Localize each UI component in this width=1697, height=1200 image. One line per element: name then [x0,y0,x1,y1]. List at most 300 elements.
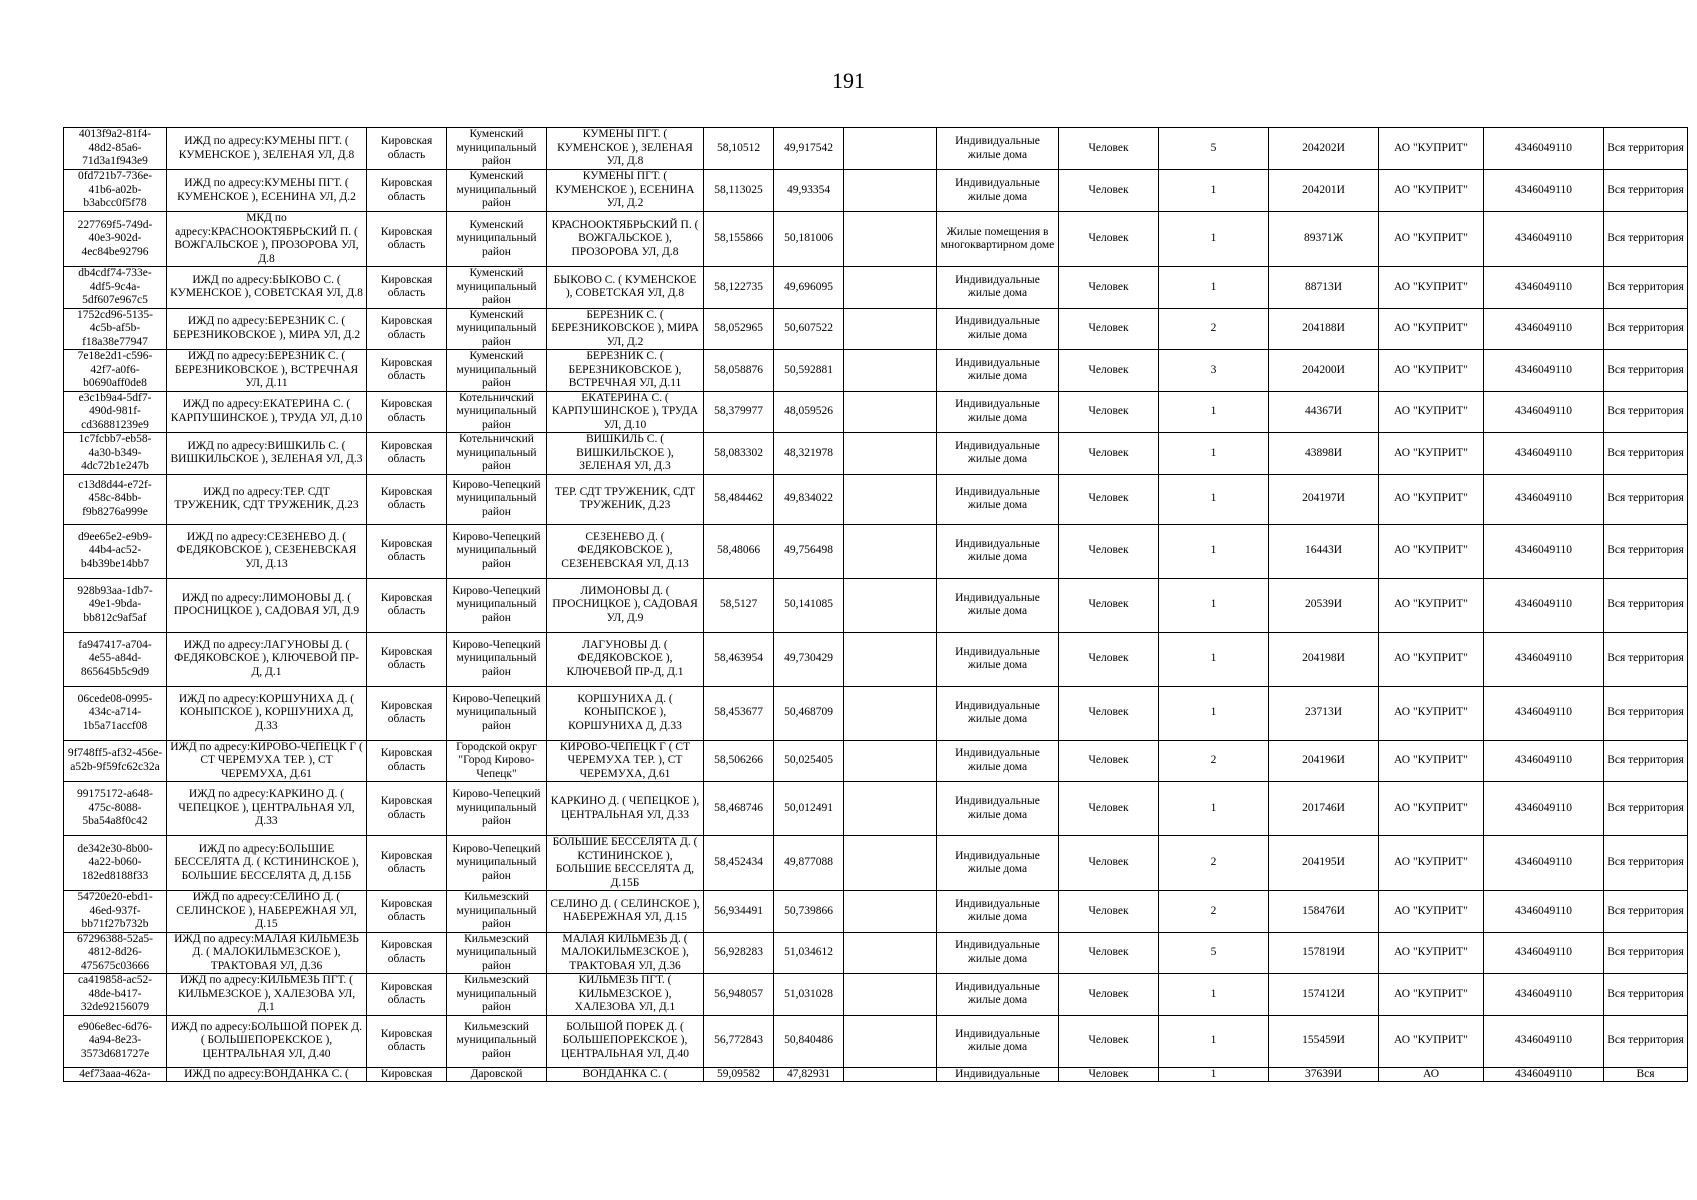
region-cell: Кировская область [367,782,447,836]
territory-cell: Вся территория [1604,686,1688,740]
inn-cell: 4346049110 [1484,212,1604,267]
object-name-cell: ИЖД по адресу:БЕРЕЗНИК С. ( БЕРЕЗНИКОВСКОЕ ), ВСТРЕЧНАЯ УЛ, Д.11 [167,350,367,392]
inn-cell: 4346049110 [1484,524,1604,578]
account-code-cell: 155459И [1269,1015,1379,1067]
table-row [64,974,1688,1016]
latitude-cell: 58,122735 [704,267,774,309]
address-cell: КРАСНООКТЯБРЬСКИЙ П. ( ВОЖГАЛЬСКОЕ ), ПРОЗОРОВА УЛ, Д.8 [547,212,704,267]
table-row [64,1067,1688,1082]
account-code-cell: 204196И [1269,740,1379,782]
organization-cell: АО "КУПРИТ" [1379,740,1484,782]
building-type-cell: Индивидуальные жилые дома [937,433,1059,475]
object-name-cell: ИЖД по адресу:ЛАГУНОВЫ Д. ( ФЕДЯКОВСКОЕ ), КЛЮЧЕВОЙ ПР-Д, Д.1 [167,632,367,686]
region-cell: Кировская [367,1067,447,1082]
territory-cell: Вся территория [1604,974,1688,1016]
record-id-cell: db4cdf74-733e-4df5-9c4a-5df607e967c5 [64,267,167,309]
building-type-cell: Индивидуальные жилые дома [937,686,1059,740]
district-cell: Даровской [447,1067,547,1082]
resident-count-cell: 1 [1159,1067,1269,1082]
address-cell: КАРКИНО Д. ( ЧЕПЕЦКОЕ ), ЦЕНТРАЛЬНАЯ УЛ, Д.33 [547,782,704,836]
territory-cell: Вся территория [1604,782,1688,836]
page-number: 191 [832,68,865,93]
empty-cell [844,212,937,267]
territory-cell: Вся [1604,1067,1688,1082]
region-cell: Кировская область [367,308,447,350]
region-cell: Кировская область [367,267,447,309]
latitude-cell: 58,48066 [704,524,774,578]
unit-cell: Человек [1059,740,1159,782]
organization-cell: АО "КУПРИТ" [1379,391,1484,433]
empty-cell [844,267,937,309]
organization-cell: АО "КУПРИТ" [1379,524,1484,578]
unit-cell: Человек [1059,578,1159,632]
organization-cell: АО "КУПРИТ" [1379,267,1484,309]
territory-cell: Вся территория [1604,170,1688,212]
account-code-cell: 204201И [1269,170,1379,212]
registry-table [63,127,1688,1082]
inn-cell: 4346049110 [1484,128,1604,170]
longitude-cell: 50,025405 [774,740,844,782]
unit-cell: Человек [1059,686,1159,740]
building-type-cell: Индивидуальные жилые дома [937,782,1059,836]
longitude-cell: 50,468709 [774,686,844,740]
object-name-cell: ИЖД по адресу:ВИШКИЛЬ С. ( ВИШКИЛЬСКОЕ ), ЗЕЛЕНАЯ УЛ, Д.3 [167,433,367,475]
inn-cell: 4346049110 [1484,932,1604,974]
resident-count-cell: 2 [1159,308,1269,350]
building-type-cell: Индивидуальные жилые дома [937,632,1059,686]
region-cell: Кировская область [367,212,447,267]
resident-count-cell: 1 [1159,524,1269,578]
table-row [64,578,1688,632]
latitude-cell: 58,468746 [704,782,774,836]
unit-cell: Человек [1059,932,1159,974]
territory-cell: Вся территория [1604,632,1688,686]
account-code-cell: 16443И [1269,524,1379,578]
building-type-cell: Индивидуальные [937,1067,1059,1082]
district-cell: Кирово-Чепецкий муниципальный район [447,524,547,578]
longitude-cell: 47,82931 [774,1067,844,1082]
latitude-cell: 58,484462 [704,474,774,524]
longitude-cell: 50,012491 [774,782,844,836]
organization-cell: АО "КУПРИТ" [1379,1015,1484,1067]
inn-cell: 4346049110 [1484,686,1604,740]
resident-count-cell: 2 [1159,740,1269,782]
object-name-cell: ИЖД по адресу:КАРКИНО Д. ( ЧЕПЕЦКОЕ ), ЦЕНТРАЛЬНАЯ УЛ, Д.33 [167,782,367,836]
object-name-cell: ИЖД по адресу:БОЛЬШОЙ ПОРЕК Д. ( БОЛЬШЕПОРЕКСКОЕ ), ЦЕНТРАЛЬНАЯ УЛ, Д.40 [167,1015,367,1067]
object-name-cell: ИЖД по адресу:СЕЛИНО Д. ( СЕЛИНСКОЕ ), НАБЕРЕЖНАЯ УЛ, Д.15 [167,891,367,933]
empty-cell [844,932,937,974]
account-code-cell: 204197И [1269,474,1379,524]
address-cell: КУМЕНЫ ПГТ. ( КУМЕНСКОЕ ), ЗЕЛЕНАЯ УЛ, Д.8 [547,128,704,170]
unit-cell: Человек [1059,350,1159,392]
record-id-cell: 54720e20-ebd1-46ed-937f-bb71f27b732b [64,891,167,933]
inn-cell: 4346049110 [1484,267,1604,309]
inn-cell: 4346049110 [1484,578,1604,632]
territory-cell: Вся территория [1604,433,1688,475]
resident-count-cell: 1 [1159,433,1269,475]
account-code-cell: 20539И [1269,578,1379,632]
address-cell: ВОНДАНКА С. ( [547,1067,704,1082]
empty-cell [844,891,937,933]
territory-cell: Вся территория [1604,891,1688,933]
organization-cell: АО "КУПРИТ" [1379,128,1484,170]
region-cell: Кировская область [367,740,447,782]
unit-cell: Человек [1059,170,1159,212]
latitude-cell: 58,113025 [704,170,774,212]
record-id-cell: c13d8d44-e72f-458c-84bb-f9b8276a999e [64,474,167,524]
longitude-cell: 49,834022 [774,474,844,524]
district-cell: Кирово-Чепецкий муниципальный район [447,836,547,891]
resident-count-cell: 1 [1159,212,1269,267]
building-type-cell: Жилые помещения в многоквартирном доме [937,212,1059,267]
empty-cell [844,782,937,836]
empty-cell [844,433,937,475]
table-row [64,524,1688,578]
building-type-cell: Индивидуальные жилые дома [937,578,1059,632]
latitude-cell: 58,453677 [704,686,774,740]
object-name-cell: ИЖД по адресу:СЕЗЕНЕВО Д. ( ФЕДЯКОВСКОЕ ), СЕЗЕНЕВСКАЯ УЛ, Д.13 [167,524,367,578]
record-id-cell: e906e8ec-6d76-4a94-8e23-3573d681727e [64,1015,167,1067]
record-id-cell: 227769f5-749d-40e3-902d-4ec84be92796 [64,212,167,267]
unit-cell: Человек [1059,474,1159,524]
empty-cell [844,686,937,740]
organization-cell: АО "КУПРИТ" [1379,836,1484,891]
inn-cell: 4346049110 [1484,974,1604,1016]
record-id-cell: e3c1b9a4-5df7-490d-981f-cd36881239e9 [64,391,167,433]
latitude-cell: 58,058876 [704,350,774,392]
address-cell: КИЛЬМЕЗЬ ПГТ. ( КИЛЬМЕЗСКОЕ ), ХАЛЕЗОВА УЛ, Д.1 [547,974,704,1016]
table-row [64,474,1688,524]
organization-cell: АО "КУПРИТ" [1379,932,1484,974]
record-id-cell: ca419858-ac52-48de-b417-32de92156079 [64,974,167,1016]
table-row [64,782,1688,836]
district-cell: Куменский муниципальный район [447,128,547,170]
inn-cell: 4346049110 [1484,170,1604,212]
address-cell: ВИШКИЛЬ С. ( ВИШКИЛЬСКОЕ ), ЗЕЛЕНАЯ УЛ, Д.3 [547,433,704,475]
account-code-cell: 89371Ж [1269,212,1379,267]
building-type-cell: Индивидуальные жилые дома [937,891,1059,933]
district-cell: Кирово-Чепецкий муниципальный район [447,686,547,740]
address-cell: МАЛАЯ КИЛЬМЕЗЬ Д. ( МАЛОКИЛЬМЕЗСКОЕ ), ТРАКТОВАЯ УЛ, Д.36 [547,932,704,974]
longitude-cell: 49,93354 [774,170,844,212]
territory-cell: Вся территория [1604,391,1688,433]
address-cell: СЕЛИНО Д. ( СЕЛИНСКОЕ ), НАБЕРЕЖНАЯ УЛ, Д.15 [547,891,704,933]
district-cell: Кильмезский муниципальный район [447,891,547,933]
account-code-cell: 204202И [1269,128,1379,170]
empty-cell [844,1067,937,1082]
territory-cell: Вся территория [1604,524,1688,578]
organization-cell: АО "КУПРИТ" [1379,974,1484,1016]
resident-count-cell: 1 [1159,686,1269,740]
latitude-cell: 58,463954 [704,632,774,686]
building-type-cell: Индивидуальные жилые дома [937,524,1059,578]
resident-count-cell: 1 [1159,632,1269,686]
empty-cell [844,474,937,524]
building-type-cell: Индивидуальные жилые дома [937,267,1059,309]
resident-count-cell: 1 [1159,267,1269,309]
record-id-cell: 1c7fcbb7-eb58-4a30-b349-4dc72b1e247b [64,433,167,475]
object-name-cell: ИЖД по адресу:БОЛЬШИЕ БЕССЕЛЯТА Д. ( КСТИНИНСКОЕ ), БОЛЬШИЕ БЕССЕЛЯТА Д, Д.15Б [167,836,367,891]
organization-cell: АО "КУПРИТ" [1379,170,1484,212]
record-id-cell: 99175172-a648-475c-8088-5ba54a8f0c42 [64,782,167,836]
latitude-cell: 58,506266 [704,740,774,782]
inn-cell: 4346049110 [1484,891,1604,933]
unit-cell: Человек [1059,632,1159,686]
object-name-cell: ИЖД по адресу:ВОНДАНКА С. ( [167,1067,367,1082]
longitude-cell: 49,730429 [774,632,844,686]
building-type-cell: Индивидуальные жилые дома [937,128,1059,170]
address-cell: КИРОВО-ЧЕПЕЦК Г ( СТ ЧЕРЕМУХА ТЕР. ), СТ ЧЕРЕМУХА, Д.61 [547,740,704,782]
resident-count-cell: 1 [1159,170,1269,212]
latitude-cell: 58,052965 [704,308,774,350]
district-cell: Кильмезский муниципальный район [447,932,547,974]
object-name-cell: ИЖД по адресу:БЫКОВО С. ( КУМЕНСКОЕ ), СОВЕТСКАЯ УЛ, Д.8 [167,267,367,309]
district-cell: Куменский муниципальный район [447,170,547,212]
district-cell: Кильмезский муниципальный район [447,974,547,1016]
resident-count-cell: 1 [1159,974,1269,1016]
territory-cell: Вся территория [1604,308,1688,350]
empty-cell [844,836,937,891]
region-cell: Кировская область [367,932,447,974]
table-row [64,932,1688,974]
latitude-cell: 58,379977 [704,391,774,433]
region-cell: Кировская область [367,474,447,524]
region-cell: Кировская область [367,350,447,392]
longitude-cell: 49,877088 [774,836,844,891]
building-type-cell: Индивидуальные жилые дома [937,974,1059,1016]
table-row [64,128,1688,170]
unit-cell: Человек [1059,782,1159,836]
region-cell: Кировская область [367,1015,447,1067]
empty-cell [844,170,937,212]
territory-cell: Вся территория [1604,578,1688,632]
record-id-cell: fa947417-a704-4e55-a84d-865645b5c9d9 [64,632,167,686]
territory-cell: Вся территория [1604,474,1688,524]
object-name-cell: ИЖД по адресу:КИРОВО-ЧЕПЕЦК Г ( СТ ЧЕРЕМУХА ТЕР. ), СТ ЧЕРЕМУХА, Д.61 [167,740,367,782]
organization-cell: АО "КУПРИТ" [1379,632,1484,686]
inn-cell: 4346049110 [1484,1067,1604,1082]
unit-cell: Человек [1059,308,1159,350]
unit-cell: Человек [1059,891,1159,933]
latitude-cell: 58,083302 [704,433,774,475]
resident-count-cell: 5 [1159,128,1269,170]
table-row [64,308,1688,350]
record-id-cell: de342e30-8b00-4a22-b060-182ed8188f33 [64,836,167,891]
record-id-cell: 1752cd96-5135-4c5b-af5b-f18a38e77947 [64,308,167,350]
territory-cell: Вся территория [1604,836,1688,891]
unit-cell: Человек [1059,267,1159,309]
table-row [64,740,1688,782]
inn-cell: 4346049110 [1484,1015,1604,1067]
territory-cell: Вся территория [1604,128,1688,170]
object-name-cell: ИЖД по адресу:ТЕР. СДТ ТРУЖЕНИК, СДТ ТРУЖЕНИК, Д.23 [167,474,367,524]
table-row [64,433,1688,475]
building-type-cell: Индивидуальные жилые дома [937,474,1059,524]
district-cell: Городской округ "Город Кирово-Чепецк" [447,740,547,782]
object-name-cell: ИЖД по адресу:КИЛЬМЕЗЬ ПГТ. ( КИЛЬМЕЗСКОЕ ), ХАЛЕЗОВА УЛ, Д.1 [167,974,367,1016]
object-name-cell: МКД по адресу:КРАСНООКТЯБРЬСКИЙ П. ( ВОЖГАЛЬСКОЕ ), ПРОЗОРОВА УЛ, Д.8 [167,212,367,267]
account-code-cell: 88713И [1269,267,1379,309]
account-code-cell: 157819И [1269,932,1379,974]
account-code-cell: 23713И [1269,686,1379,740]
account-code-cell: 37639И [1269,1067,1379,1082]
district-cell: Куменский муниципальный район [447,308,547,350]
address-cell: ЕКАТЕРИНА С. ( КАРПУШИНСКОЕ ), ТРУДА УЛ, Д.10 [547,391,704,433]
inn-cell: 4346049110 [1484,350,1604,392]
table-row [64,1015,1688,1067]
object-name-cell: ИЖД по адресу:КОРШУНИХА Д. ( КОНЫПСКОЕ ), КОРШУНИХА Д, Д.33 [167,686,367,740]
region-cell: Кировская область [367,524,447,578]
record-id-cell: d9ee65e2-e9b9-44b4-ac52-b4b39be14bb7 [64,524,167,578]
record-id-cell: 67296388-52a5-4812-8d26-475675c03666 [64,932,167,974]
address-cell: БЫКОВО С. ( КУМЕНСКОЕ ), СОВЕТСКАЯ УЛ, Д.8 [547,267,704,309]
longitude-cell: 51,034612 [774,932,844,974]
table-row [64,350,1688,392]
resident-count-cell: 1 [1159,391,1269,433]
district-cell: Кирово-Чепецкий муниципальный район [447,474,547,524]
organization-cell: АО "КУПРИТ" [1379,474,1484,524]
longitude-cell: 50,840486 [774,1015,844,1067]
unit-cell: Человек [1059,974,1159,1016]
latitude-cell: 59,09582 [704,1067,774,1082]
empty-cell [844,740,937,782]
longitude-cell: 49,696095 [774,267,844,309]
organization-cell: АО "КУПРИТ" [1379,578,1484,632]
unit-cell: Человек [1059,1067,1159,1082]
longitude-cell: 51,031028 [774,974,844,1016]
empty-cell [844,1015,937,1067]
unit-cell: Человек [1059,524,1159,578]
address-cell: ТЕР. СДТ ТРУЖЕНИК, СДТ ТРУЖЕНИК, Д.23 [547,474,704,524]
building-type-cell: Индивидуальные жилые дома [937,836,1059,891]
region-cell: Кировская область [367,974,447,1016]
record-id-cell: 0fd721b7-736e-41b6-a02b-b3abcc0f5f78 [64,170,167,212]
address-cell: БЕРЕЗНИК С. ( БЕРЕЗНИКОВСКОЕ ), ВСТРЕЧНАЯ УЛ, Д.11 [547,350,704,392]
inn-cell: 4346049110 [1484,391,1604,433]
inn-cell: 4346049110 [1484,740,1604,782]
account-code-cell: 158476И [1269,891,1379,933]
longitude-cell: 50,607522 [774,308,844,350]
building-type-cell: Индивидуальные жилые дома [937,170,1059,212]
account-code-cell: 43898И [1269,433,1379,475]
district-cell: Кирово-Чепецкий муниципальный район [447,782,547,836]
organization-cell: АО [1379,1067,1484,1082]
inn-cell: 4346049110 [1484,433,1604,475]
territory-cell: Вся территория [1604,740,1688,782]
organization-cell: АО "КУПРИТ" [1379,433,1484,475]
address-cell: ЛАГУНОВЫ Д. ( ФЕДЯКОВСКОЕ ), КЛЮЧЕВОЙ ПР-Д, Д.1 [547,632,704,686]
latitude-cell: 56,928283 [704,932,774,974]
table-row [64,170,1688,212]
longitude-cell: 50,592881 [774,350,844,392]
building-type-cell: Индивидуальные жилые дома [937,1015,1059,1067]
account-code-cell: 204200И [1269,350,1379,392]
longitude-cell: 50,181006 [774,212,844,267]
resident-count-cell: 1 [1159,474,1269,524]
longitude-cell: 48,059526 [774,391,844,433]
account-code-cell: 204195И [1269,836,1379,891]
resident-count-cell: 1 [1159,782,1269,836]
district-cell: Куменский муниципальный район [447,350,547,392]
inn-cell: 4346049110 [1484,632,1604,686]
unit-cell: Человек [1059,391,1159,433]
address-cell: СЕЗЕНЕВО Д. ( ФЕДЯКОВСКОЕ ), СЕЗЕНЕВСКАЯ УЛ, Д.13 [547,524,704,578]
territory-cell: Вся территория [1604,212,1688,267]
account-code-cell: 201746И [1269,782,1379,836]
address-cell: ЛИМОНОВЫ Д. ( ПРОСНИЦКОЕ ), САДОВАЯ УЛ, Д.9 [547,578,704,632]
building-type-cell: Индивидуальные жилые дома [937,740,1059,782]
record-id-cell: 4ef73aaa-462a- [64,1067,167,1082]
district-cell: Кирово-Чепецкий муниципальный район [447,632,547,686]
account-code-cell: 44367И [1269,391,1379,433]
latitude-cell: 56,772843 [704,1015,774,1067]
territory-cell: Вся территория [1604,932,1688,974]
region-cell: Кировская область [367,391,447,433]
table-row [64,836,1688,891]
longitude-cell: 50,141085 [774,578,844,632]
region-cell: Кировская область [367,433,447,475]
object-name-cell: ИЖД по адресу:КУМЕНЫ ПГТ. ( КУМЕНСКОЕ ), ЕСЕНИНА УЛ, Д.2 [167,170,367,212]
region-cell: Кировская область [367,891,447,933]
region-cell: Кировская область [367,128,447,170]
territory-cell: Вся территория [1604,350,1688,392]
organization-cell: АО "КУПРИТ" [1379,308,1484,350]
building-type-cell: Индивидуальные жилые дома [937,350,1059,392]
empty-cell [844,524,937,578]
region-cell: Кировская область [367,170,447,212]
address-cell: БОЛЬШИЕ БЕССЕЛЯТА Д. ( КСТИНИНСКОЕ ), БОЛЬШИЕ БЕССЕЛЯТА Д, Д.15Б [547,836,704,891]
inn-cell: 4346049110 [1484,308,1604,350]
organization-cell: АО "КУПРИТ" [1379,212,1484,267]
empty-cell [844,578,937,632]
table-row [64,391,1688,433]
latitude-cell: 58,155866 [704,212,774,267]
building-type-cell: Индивидуальные жилые дома [937,308,1059,350]
district-cell: Кильмезский муниципальный район [447,1015,547,1067]
resident-count-cell: 2 [1159,836,1269,891]
latitude-cell: 58,5127 [704,578,774,632]
inn-cell: 4346049110 [1484,474,1604,524]
record-id-cell: 06cede08-0995-434c-a714-1b5a71accf08 [64,686,167,740]
building-type-cell: Индивидуальные жилые дома [937,932,1059,974]
organization-cell: АО "КУПРИТ" [1379,891,1484,933]
unit-cell: Человек [1059,1015,1159,1067]
unit-cell: Человек [1059,128,1159,170]
account-code-cell: 204198И [1269,632,1379,686]
longitude-cell: 48,321978 [774,433,844,475]
record-id-cell: 928b93aa-1db7-49e1-9bda-bb812c9af5af [64,578,167,632]
table-row [64,267,1688,309]
longitude-cell: 49,756498 [774,524,844,578]
inn-cell: 4346049110 [1484,782,1604,836]
resident-count-cell: 1 [1159,578,1269,632]
latitude-cell: 58,10512 [704,128,774,170]
longitude-cell: 49,917542 [774,128,844,170]
organization-cell: АО "КУПРИТ" [1379,782,1484,836]
record-id-cell: 7e18e2d1-c596-42f7-a0f6-b0690aff0de8 [64,350,167,392]
empty-cell [844,974,937,1016]
region-cell: Кировская область [367,686,447,740]
region-cell: Кировская область [367,578,447,632]
account-code-cell: 157412И [1269,974,1379,1016]
region-cell: Кировская область [367,836,447,891]
inn-cell: 4346049110 [1484,836,1604,891]
territory-cell: Вся территория [1604,267,1688,309]
resident-count-cell: 2 [1159,891,1269,933]
registry-table-body [64,128,1688,1082]
empty-cell [844,308,937,350]
resident-count-cell: 3 [1159,350,1269,392]
